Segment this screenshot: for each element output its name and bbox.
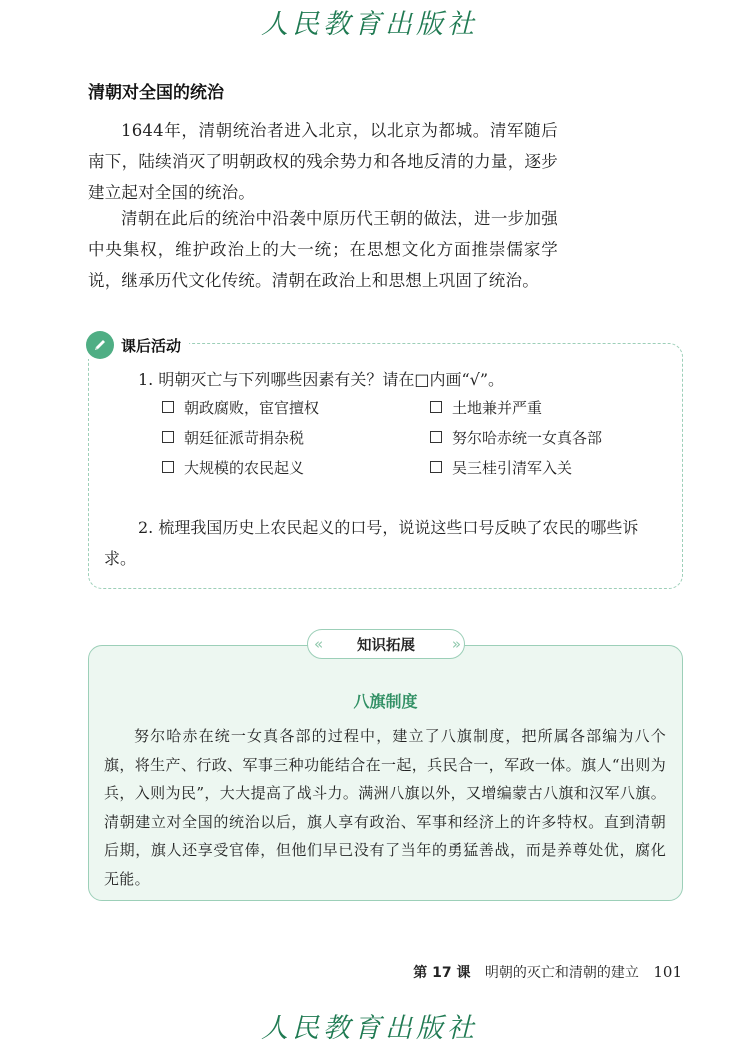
knowledge-text: 努尔哈赤在统一女真各部的过程中，建立了八旗制度，把所属各部编为八个旗，将生产、行政、军事三种功能结合在一起，兵民合一，军政一体。旗人“出则为兵，入则为民”，大大提高了战斗力。满洲八旗以外，又增编蒙古八旗和汉军八旗。清朝建立对全国的统治以后，旗人享有政治、军事和经济上的许多特权。直到清朝后期，旗人还享受官俸，但他们早已没有了当年的勇猛善战，而是养尊处优，腐化无能。 <box>104 727 666 888</box>
option-label: 朝廷征派苛捐杂税 <box>184 428 305 447</box>
lesson-title: 明朝的灭亡和清朝的建立 <box>484 965 639 981</box>
activity-title: 课后活动 <box>121 336 182 355</box>
paragraph-2: 清朝在此后的统治中沿袭中原历代王朝的做法，进一步加强中央集权，维护政治上的大一统；在思想文化方面推崇儒家学说，继承历代文化传统。清朝在政治上和思想上巩固了统治。 <box>88 209 558 290</box>
double-chevron-left-icon: « <box>314 635 321 653</box>
option-label: 土地兼并严重 <box>452 398 543 417</box>
checkbox[interactable] <box>430 401 442 413</box>
knowledge-tab <box>307 629 465 659</box>
option-label: 吴三桂引清军入关 <box>452 458 573 477</box>
activity-header <box>86 331 189 359</box>
paragraph-1: 1644年，清朝统治者进入北京，以北京为都城。清军随后南下，陆续消灭了明朝政权的残余势力和各地反清的力量，逐步建立起对全国的统治。 <box>88 121 558 202</box>
option-item[interactable] <box>430 456 642 478</box>
checkbox[interactable] <box>162 461 174 473</box>
publisher-logo-bottom: 人民教育出版社 <box>261 1013 478 1044</box>
option-label: 大规模的农民起义 <box>184 458 305 477</box>
option-item[interactable] <box>430 396 642 418</box>
checkbox[interactable] <box>162 401 174 413</box>
option-item[interactable] <box>162 426 430 448</box>
question-2: 2. 梳理我国历史上农民起义的口号，说说这些口号反映了农民的哪些诉求。 <box>104 518 639 568</box>
checkbox[interactable] <box>430 461 442 473</box>
checkbox[interactable] <box>430 431 442 443</box>
option-item[interactable] <box>430 426 642 448</box>
knowledge-title: 八旗制度 <box>353 692 418 711</box>
lesson-number: 第 17 课 <box>413 965 471 981</box>
double-chevron-right-icon: » <box>451 635 458 653</box>
page-footer <box>413 962 682 982</box>
option-item[interactable] <box>162 396 430 418</box>
option-label: 朝政腐败，宦官擅权 <box>184 398 320 417</box>
publisher-logo-top: 人民教育出版社 <box>261 9 478 40</box>
option-label: 努尔哈赤统一女真各部 <box>452 428 603 447</box>
pen-icon <box>86 331 114 359</box>
option-item[interactable] <box>162 456 430 478</box>
page-number: 101 <box>653 963 682 981</box>
options-grid <box>162 396 642 478</box>
knowledge-tab-label: 知识拓展 <box>357 637 415 654</box>
checkbox[interactable] <box>162 431 174 443</box>
question-1: 1. 明朝灭亡与下列哪些因素有关？请在□内画“√”。 <box>138 370 505 389</box>
section-title: 清朝对全国的统治 <box>88 83 224 103</box>
